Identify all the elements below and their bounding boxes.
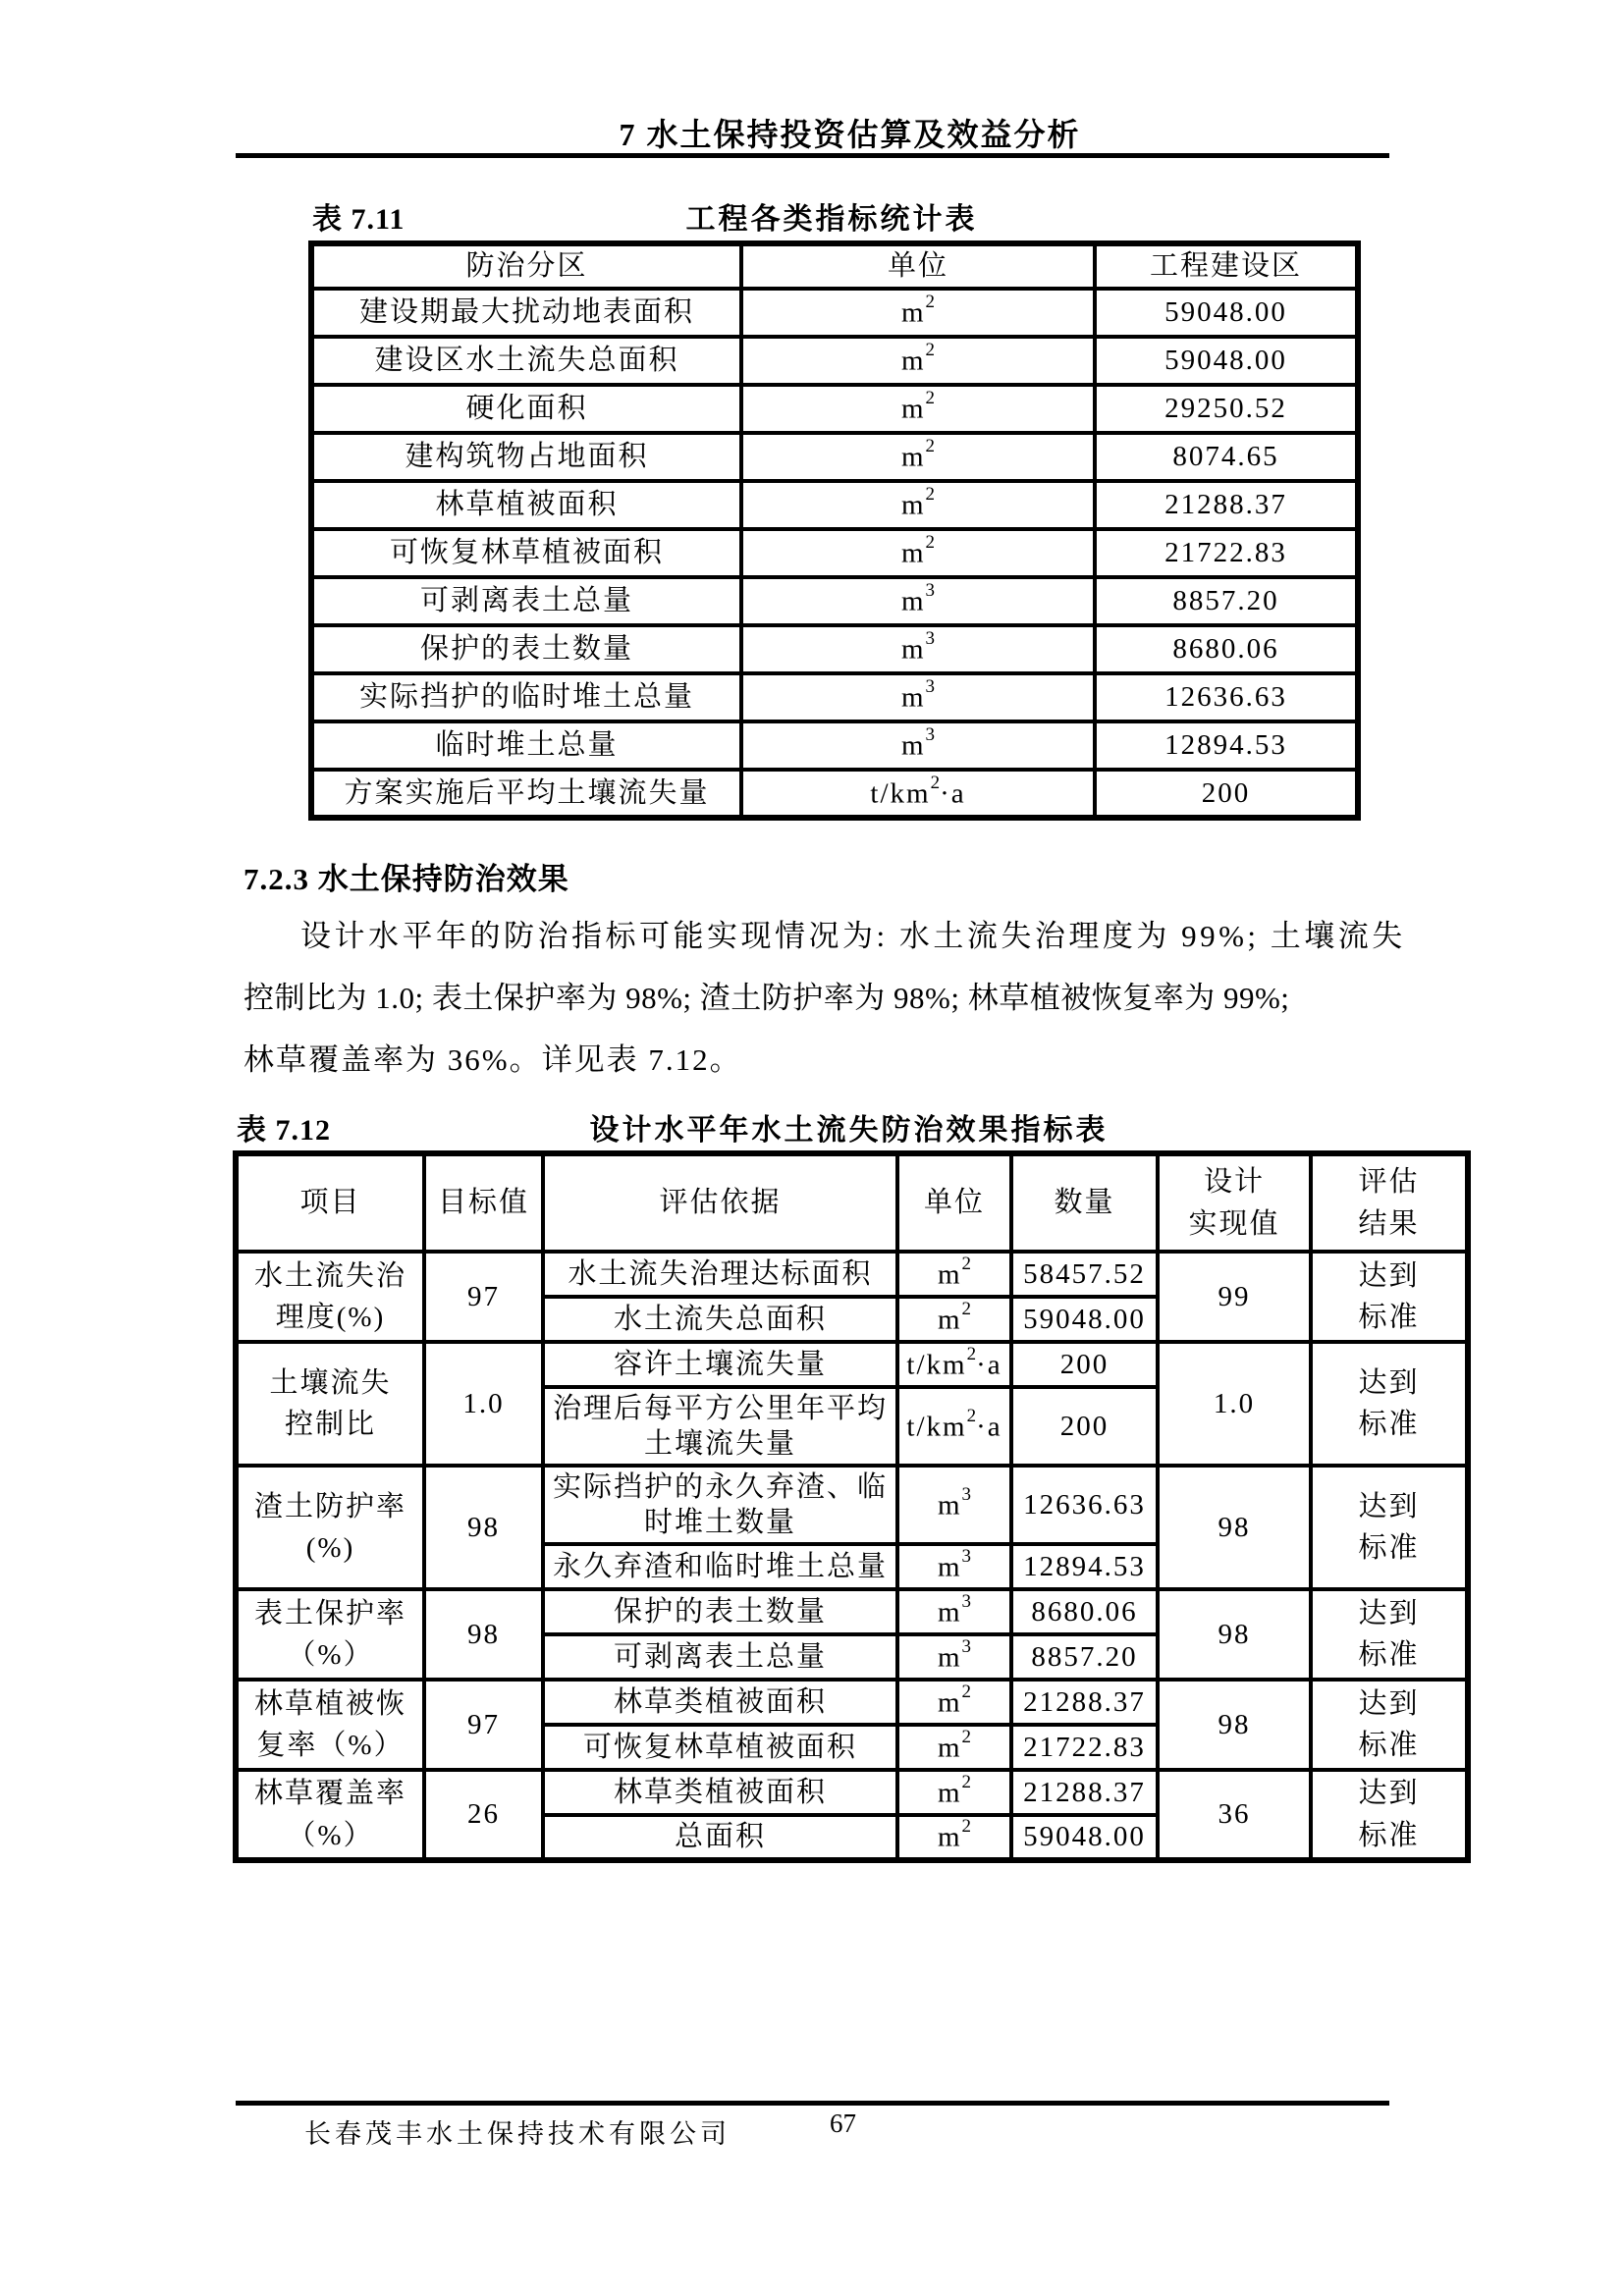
achieved-cell: 98 (1158, 1589, 1311, 1680)
basis-cell: 水土流失总面积 (543, 1297, 897, 1342)
footer-rule (236, 2101, 1389, 2106)
row-label: 建构筑物占地面积 (311, 433, 741, 481)
table-711 (308, 240, 1361, 821)
achieved-cell: 1.0 (1158, 1342, 1311, 1466)
achieved-cell: 98 (1158, 1466, 1311, 1589)
value-cell: 21722.83 (1095, 529, 1358, 577)
table-712-caption (233, 1105, 1465, 1148)
unit-cell: $m^2$ (897, 1770, 1011, 1815)
unit-cell: $m^3$ (741, 673, 1095, 721)
unit-cell: $m^3$ (897, 1589, 1011, 1634)
table-row (311, 385, 1358, 433)
target-cell: 1.0 (424, 1342, 543, 1466)
table-row (236, 1680, 1468, 1725)
value-cell: 59048.00 (1095, 289, 1358, 337)
unit-cell: $m^2$ (741, 481, 1095, 529)
target-cell: 97 (424, 1252, 543, 1342)
unit-cell: $m^3$ (897, 1544, 1011, 1589)
value-cell: 8680.06 (1095, 625, 1358, 673)
table-row (236, 1589, 1468, 1634)
paragraph (244, 905, 1412, 1091)
column-header-zone: 防治分区 (311, 243, 741, 289)
basis-cell: 容许土壤流失量 (543, 1342, 897, 1387)
paragraph-line: 控制比为 1.0; 表土保护率为 98%; 渣土防护率为 98%; 林草植被恢复率为 99%; (244, 981, 1290, 1015)
row-label: 可剥离表土总量 (311, 577, 741, 625)
table-row (311, 433, 1358, 481)
paragraph-line: 设计水平年的防治指标可能实现情况为: 水土流失治理度为 99%; 土壤流失 (300, 919, 1406, 953)
basis-cell: 水土流失治理达标面积 (543, 1252, 897, 1297)
unit-cell: $m^2$ (897, 1725, 1011, 1770)
unit-cell: $m^2$ (741, 529, 1095, 577)
result-cell: 达到 标准 (1311, 1252, 1468, 1342)
value-cell: 8857.20 (1095, 577, 1358, 625)
value-cell: 12894.53 (1095, 721, 1358, 770)
item-cell: 林草植被恢 复率（%） (236, 1680, 424, 1770)
unit-cell: $t/km^2\cdot a$ (897, 1387, 1011, 1466)
item-cell: 林草覆盖率 （%） (236, 1770, 424, 1860)
column-header-construction-area: 工程建设区 (1095, 243, 1358, 289)
unit-cell: $m^3$ (741, 721, 1095, 770)
unit-cell: $m^3$ (897, 1466, 1011, 1544)
column-header-quantity: 数量 (1011, 1153, 1158, 1252)
quantity-cell: 200 (1011, 1387, 1158, 1466)
row-label: 建设期最大扰动地表面积 (311, 289, 741, 337)
table-row (311, 770, 1358, 818)
column-header-item: 项目 (236, 1153, 424, 1252)
item-cell: 表土保护率 （%） (236, 1589, 424, 1680)
column-header-achieved: 设计 实现值 (1158, 1153, 1311, 1252)
basis-cell: 可剥离表土总量 (543, 1634, 897, 1680)
value-cell: 59048.00 (1095, 337, 1358, 385)
row-label: 林草植被面积 (311, 481, 741, 529)
page-header-title: 7 水土保持投资估算及效益分析 (619, 117, 1081, 152)
table-row (311, 481, 1358, 529)
column-header-result: 评估 结果 (1311, 1153, 1468, 1252)
result-cell: 达到 标准 (1311, 1466, 1468, 1589)
achieved-cell: 36 (1158, 1770, 1311, 1860)
value-cell: 8074.65 (1095, 433, 1358, 481)
unit-cell: $m^2$ (741, 385, 1095, 433)
quantity-cell: 200 (1011, 1342, 1158, 1387)
row-label: 硬化面积 (311, 385, 741, 433)
result-cell: 达到 标准 (1311, 1680, 1468, 1770)
quantity-cell: 8680.06 (1011, 1589, 1158, 1634)
quantity-cell: 12636.63 (1011, 1466, 1158, 1544)
unit-cell: $m^2$ (741, 289, 1095, 337)
result-cell: 达到 标准 (1311, 1589, 1468, 1680)
basis-cell: 可恢复林草植被面积 (543, 1725, 897, 1770)
unit-cell: $m^2$ (897, 1252, 1011, 1297)
basis-cell: 保护的表土数量 (543, 1589, 897, 1634)
target-cell: 26 (424, 1770, 543, 1860)
table-row (311, 289, 1358, 337)
unit-cell: $t/km^2\cdot a$ (741, 770, 1095, 818)
target-cell: 97 (424, 1680, 543, 1770)
row-label: 临时堆土总量 (311, 721, 741, 770)
quantity-cell: 21288.37 (1011, 1680, 1158, 1725)
quantity-cell: 21722.83 (1011, 1725, 1158, 1770)
basis-cell: 永久弃渣和临时堆土总量 (543, 1544, 897, 1589)
quantity-cell: 21288.37 (1011, 1770, 1158, 1815)
table-row (311, 673, 1358, 721)
table-712-title: 设计水平年水土流失防治效果指标表 (589, 1114, 1109, 1147)
value-cell: 12636.63 (1095, 673, 1358, 721)
quantity-cell: 59048.00 (1011, 1815, 1158, 1860)
table-row (311, 625, 1358, 673)
unit-cell: $m^3$ (741, 577, 1095, 625)
target-cell: 98 (424, 1466, 543, 1589)
result-cell: 达到 标准 (1311, 1342, 1468, 1466)
value-cell: 200 (1095, 770, 1358, 818)
section-heading: 7.2.3 水土保持防治效果 (244, 862, 569, 896)
header-rule (236, 153, 1389, 158)
item-cell: 土壤流失 控制比 (236, 1342, 424, 1466)
unit-cell: $m^2$ (741, 337, 1095, 385)
table-row (311, 721, 1358, 770)
table-711-caption (308, 194, 1355, 238)
unit-cell: $m^3$ (741, 625, 1095, 673)
quantity-cell: 8857.20 (1011, 1634, 1158, 1680)
column-header-unit: 单位 (897, 1153, 1011, 1252)
unit-cell: $t/km^2\cdot a$ (897, 1342, 1011, 1387)
row-label: 可恢复林草植被面积 (311, 529, 741, 577)
achieved-cell: 99 (1158, 1252, 1311, 1342)
value-cell: 21288.37 (1095, 481, 1358, 529)
unit-cell: $m^3$ (897, 1634, 1011, 1680)
table-712 (233, 1150, 1471, 1863)
result-cell: 达到 标准 (1311, 1770, 1468, 1860)
basis-cell: 治理后每平方公里年平均土壤流失量 (543, 1387, 897, 1466)
quantity-cell: 59048.00 (1011, 1297, 1158, 1342)
table-711-header-row (311, 243, 1358, 289)
column-header-basis: 评估依据 (543, 1153, 897, 1252)
basis-cell: 林草类植被面积 (543, 1680, 897, 1725)
unit-cell: $m^2$ (897, 1815, 1011, 1860)
column-header-target: 目标值 (424, 1153, 543, 1252)
table-row (236, 1770, 1468, 1815)
footer-page-number: 67 (830, 2109, 856, 2138)
footer-company: 长春茂丰水土保持技术有限公司 (304, 2119, 731, 2149)
table-712-header-row (236, 1153, 1468, 1252)
table-row (311, 337, 1358, 385)
row-label: 方案实施后平均土壤流失量 (311, 770, 741, 818)
basis-cell: 实际挡护的永久弃渣、临时堆土数量 (543, 1466, 897, 1544)
row-label: 实际挡护的临时堆土总量 (311, 673, 741, 721)
unit-cell: $m^2$ (741, 433, 1095, 481)
column-header-unit: 单位 (741, 243, 1095, 289)
row-label: 保护的表土数量 (311, 625, 741, 673)
row-label: 建设区水土流失总面积 (311, 337, 741, 385)
unit-cell: $m^2$ (897, 1680, 1011, 1725)
table-row (311, 529, 1358, 577)
paragraph-line: 林草覆盖率为 36%。详见表 7.12。 (244, 1042, 742, 1077)
table-row (236, 1342, 1468, 1387)
achieved-cell: 98 (1158, 1680, 1311, 1770)
table-712-label: 表 7.12 (237, 1114, 331, 1147)
basis-cell: 林草类植被面积 (543, 1770, 897, 1815)
item-cell: 水土流失治 理度(%) (236, 1252, 424, 1342)
quantity-cell: 12894.53 (1011, 1544, 1158, 1589)
value-cell: 29250.52 (1095, 385, 1358, 433)
table-711-title: 工程各类指标统计表 (685, 203, 978, 236)
table-row (236, 1466, 1468, 1544)
basis-cell: 总面积 (543, 1815, 897, 1860)
target-cell: 98 (424, 1589, 543, 1680)
table-row (311, 577, 1358, 625)
table-711-label: 表 7.11 (312, 203, 406, 236)
table-row (236, 1252, 1468, 1297)
item-cell: 渣土防护率 (%) (236, 1466, 424, 1589)
unit-cell: $m^2$ (897, 1297, 1011, 1342)
quantity-cell: 58457.52 (1011, 1252, 1158, 1297)
